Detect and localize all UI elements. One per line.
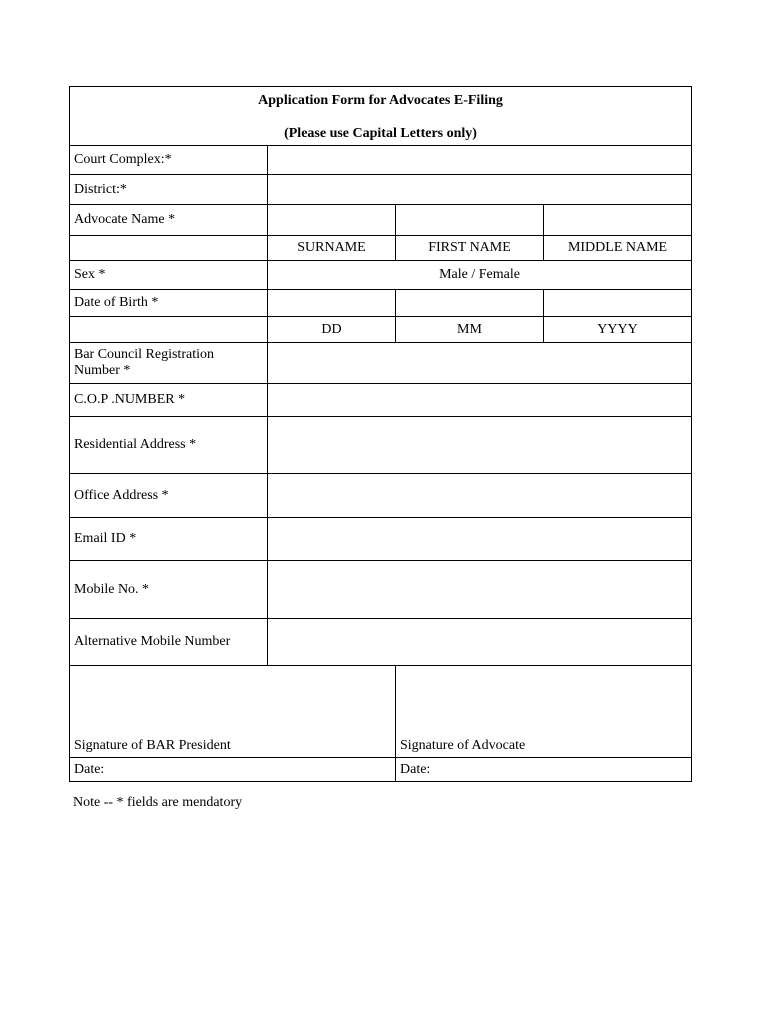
sex-label: Sex * [70, 261, 268, 290]
signature-bar-president[interactable]: Signature of BAR President [70, 666, 396, 758]
dob-label: Date of Birth * [70, 290, 268, 317]
form-header [70, 87, 692, 146]
email-field[interactable] [268, 518, 692, 561]
office-address-field[interactable] [268, 474, 692, 518]
form-subtitle: (Please use Capital Letters only) [284, 125, 477, 141]
form-title: Application Form for Advocates E-Filing [258, 92, 503, 108]
application-form-table [69, 86, 692, 782]
signature-advocate[interactable]: Signature of Advocate [396, 666, 692, 758]
bar-council-field[interactable] [268, 343, 692, 384]
middle-name-caption: MIDDLE NAME [544, 236, 692, 261]
court-complex-label: Court Complex:* [70, 146, 268, 175]
dob-day-field[interactable] [268, 290, 396, 317]
mm-caption: MM [396, 317, 544, 343]
first-name-caption: FIRST NAME [396, 236, 544, 261]
surname-caption: SURNAME [268, 236, 396, 261]
mobile-field[interactable] [268, 561, 692, 619]
dob-year-field[interactable] [544, 290, 692, 317]
middle-name-field[interactable] [544, 205, 692, 236]
yyyy-caption: YYYY [544, 317, 692, 343]
alt-mobile-field[interactable] [268, 619, 692, 666]
dob-parts-spacer [70, 317, 268, 343]
bar-council-label: Bar Council Registration Number * [70, 343, 268, 384]
surname-field[interactable] [268, 205, 396, 236]
dob-month-field[interactable] [396, 290, 544, 317]
advocate-name-label: Advocate Name * [70, 205, 268, 236]
sex-options[interactable]: Male / Female [268, 261, 692, 290]
district-field[interactable] [268, 175, 692, 205]
date-left[interactable]: Date: [70, 758, 396, 782]
email-label: Email ID * [70, 518, 268, 561]
alt-mobile-label: Alternative Mobile Number [70, 619, 268, 666]
first-name-field[interactable] [396, 205, 544, 236]
cop-number-field[interactable] [268, 384, 692, 417]
mobile-label: Mobile No. * [70, 561, 268, 619]
name-parts-spacer [70, 236, 268, 261]
court-complex-field[interactable] [268, 146, 692, 175]
mandatory-note: Note -- * fields are mendatory [73, 795, 243, 810]
residential-address-label: Residential Address * [70, 417, 268, 474]
dd-caption: DD [268, 317, 396, 343]
office-address-label: Office Address * [70, 474, 268, 518]
cop-number-label: C.O.P .NUMBER * [70, 384, 268, 417]
district-label: District:* [70, 175, 268, 205]
date-right[interactable]: Date: [396, 758, 692, 782]
residential-address-field[interactable] [268, 417, 692, 474]
